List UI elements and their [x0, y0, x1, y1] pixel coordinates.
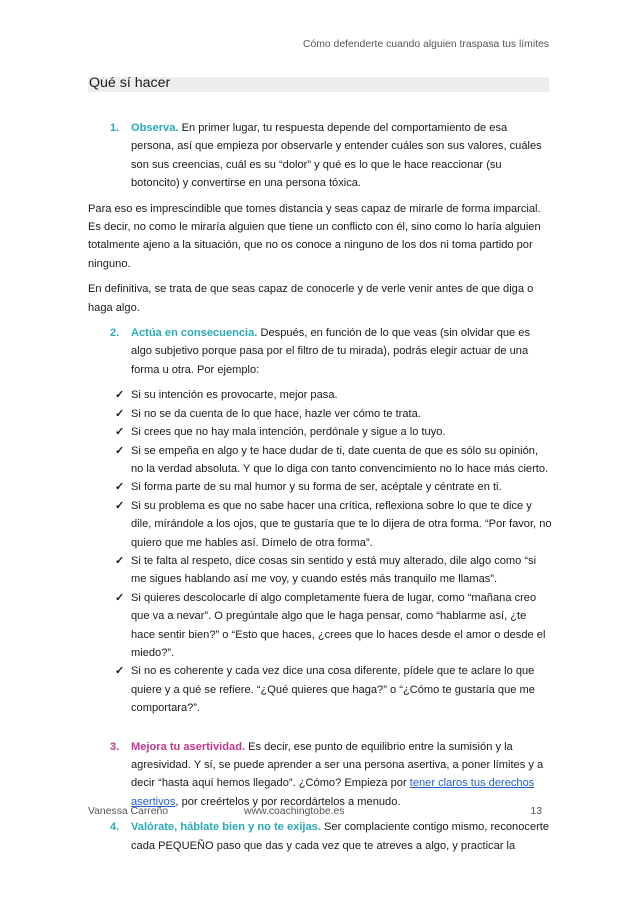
list-item-text: Si crees que no hay mala intención, perdónale y sigue a lo tuyo.: [131, 426, 446, 439]
list-item: [88, 386, 552, 404]
list-item-text: Si no se da cuenta de lo que hace, hazle ver cómo te trata.: [131, 407, 421, 420]
footer-website: www.coachingtobe.es: [244, 806, 345, 817]
checkmark-icon: ✓: [115, 407, 125, 420]
list-item-text: Si se empeña en algo y te hace dudar de ti, date cuenta de que es sólo su opinión, no la verdad absoluta. Y que lo diga con tanto convencimiento no lo hace más cierto.: [131, 444, 549, 475]
item-text: Es decir, ese punto de equilibrio entre la sumisión y la agresividad. Y sí, se puede aprender a ser una persona asertiva, a poner límites y a decir “hasta aquí hemos llegado”. ¿Cómo? Empieza por: [131, 740, 544, 790]
list-item-text: Si su problema es que no sabe hacer una crítica, reflexiona sobre lo que te dice y dile, mírándole a los ojos, que te gustaría que te lo dijera de otra forma. “Por favor, no quiero que me hables así. Dímelo de otra forma”.: [131, 499, 552, 549]
checkmark-icon: ✓: [115, 499, 125, 512]
list-item-text: Si no es coherente y cada vez dice una cosa diferente, pídele que te aclare lo que quiere y a qué se refiere. “¿Qué quieres que haga?” o “¿Cómo te gustaría que me comportara?”.: [131, 665, 535, 715]
document-body: [88, 119, 552, 862]
checkmark-icon: ✓: [115, 444, 125, 457]
numbered-item-4: [88, 818, 552, 855]
list-item-text: Si quieres descolocarle di algo completamente fuera de lugar, como “mañana creo que va a nevar”. O pregúntale algo que le haga pensar, como “hablarme así, ¿te hace sentir bien?” o “Esto que haces, ¿crees que lo haces desde el amor o desde el miedo?”.: [131, 591, 546, 659]
item-number: 2.: [110, 327, 120, 340]
list-item: [88, 662, 552, 717]
item-lead: Actúa en consecuencia.: [131, 327, 258, 340]
item-number: 4.: [110, 821, 120, 834]
footer-page-number: 13: [530, 806, 542, 817]
item-number: 1.: [110, 122, 120, 134]
list-item: [88, 442, 552, 479]
section-heading-band: [88, 77, 549, 92]
item-lead: Mejora tu asertividad.: [131, 740, 246, 753]
body-paragraph: En definitiva, se trata de que seas capaz de conocerle y de verle venir antes de que diga o haga algo.: [88, 283, 534, 314]
checkmark-icon: ✓: [115, 426, 125, 439]
item-text: Después, en función de lo que veas (sin olvidar que es algo subjetivo porque pasa por el filtro de tu mirada), podrás elegir actuar de una forma u otra. Por ejemplo:: [131, 327, 531, 376]
list-item: [88, 497, 552, 552]
list-item: [88, 423, 552, 441]
checkmark-icon: ✓: [115, 665, 125, 678]
body-paragraph: Para eso es imprescindible que tomes distancia y seas capaz de mirarle de forma imparcial. Es decir, no como le miraría alguien que tiene un conflicto con él, sino como lo haría alguien totalmente ajeno a la situación, que no os conoce a ninguno de los dos ni toma partido por ninguno.: [88, 202, 541, 270]
checkmark-icon: ✓: [115, 389, 125, 402]
section-title: Qué sí hacer: [89, 75, 171, 91]
assertive-rights-link[interactable]: tener claros tus derechos asertivos: [131, 777, 535, 808]
checkmark-list: [88, 386, 552, 717]
item-text-continued: , por creértelos y por recordártelos a menudo.: [175, 795, 401, 808]
list-item-text: Si su intención es provocarte, mejor pasa.: [131, 389, 338, 402]
list-item: [88, 405, 552, 423]
numbered-item-2: [88, 324, 552, 379]
list-item: [88, 552, 552, 589]
list-item-text: Si te falta al respeto, dice cosas sin sentido y está muy alterado, dile algo como “si me sigues hablando así me voy, y cuando estés más tranquilo me llamas”.: [131, 554, 537, 586]
item-text: Ser complaciente contigo mismo, reconocerte cada PEQUEÑO paso que das y cada vez que te atreves a algo, y practicar la: [131, 821, 550, 852]
checkmark-icon: ✓: [115, 554, 125, 567]
item-lead: Valórate, háblate bien y no te exijas.: [131, 821, 321, 834]
checkmark-icon: ✓: [115, 591, 125, 604]
list-item: [88, 589, 552, 663]
checkmark-icon: ✓: [115, 481, 125, 494]
list-item-text: Si forma parte de su mal humor y su forma de ser, acéptale y céntrate en ti.: [131, 481, 502, 494]
item-lead: Observa.: [131, 122, 179, 134]
running-header: Cómo defenderte cuando alguien traspasa tus límites: [302, 39, 549, 50]
list-item: [88, 478, 552, 496]
footer-author: Vanessa Carreño: [88, 806, 169, 817]
numbered-item-3: [88, 738, 552, 812]
item-number: 3.: [110, 740, 120, 753]
numbered-item-1: [88, 119, 552, 193]
item-text: En primer lugar, tu respuesta depende del comportamiento de esa persona, así que empieza por observarle y entender cuáles son sus valores, cuáles son sus creencias, cuál es su “dolor” y qué es lo que le hace reaccionar (su botoncito) y convertirse en una persona tóxica.: [131, 122, 542, 190]
